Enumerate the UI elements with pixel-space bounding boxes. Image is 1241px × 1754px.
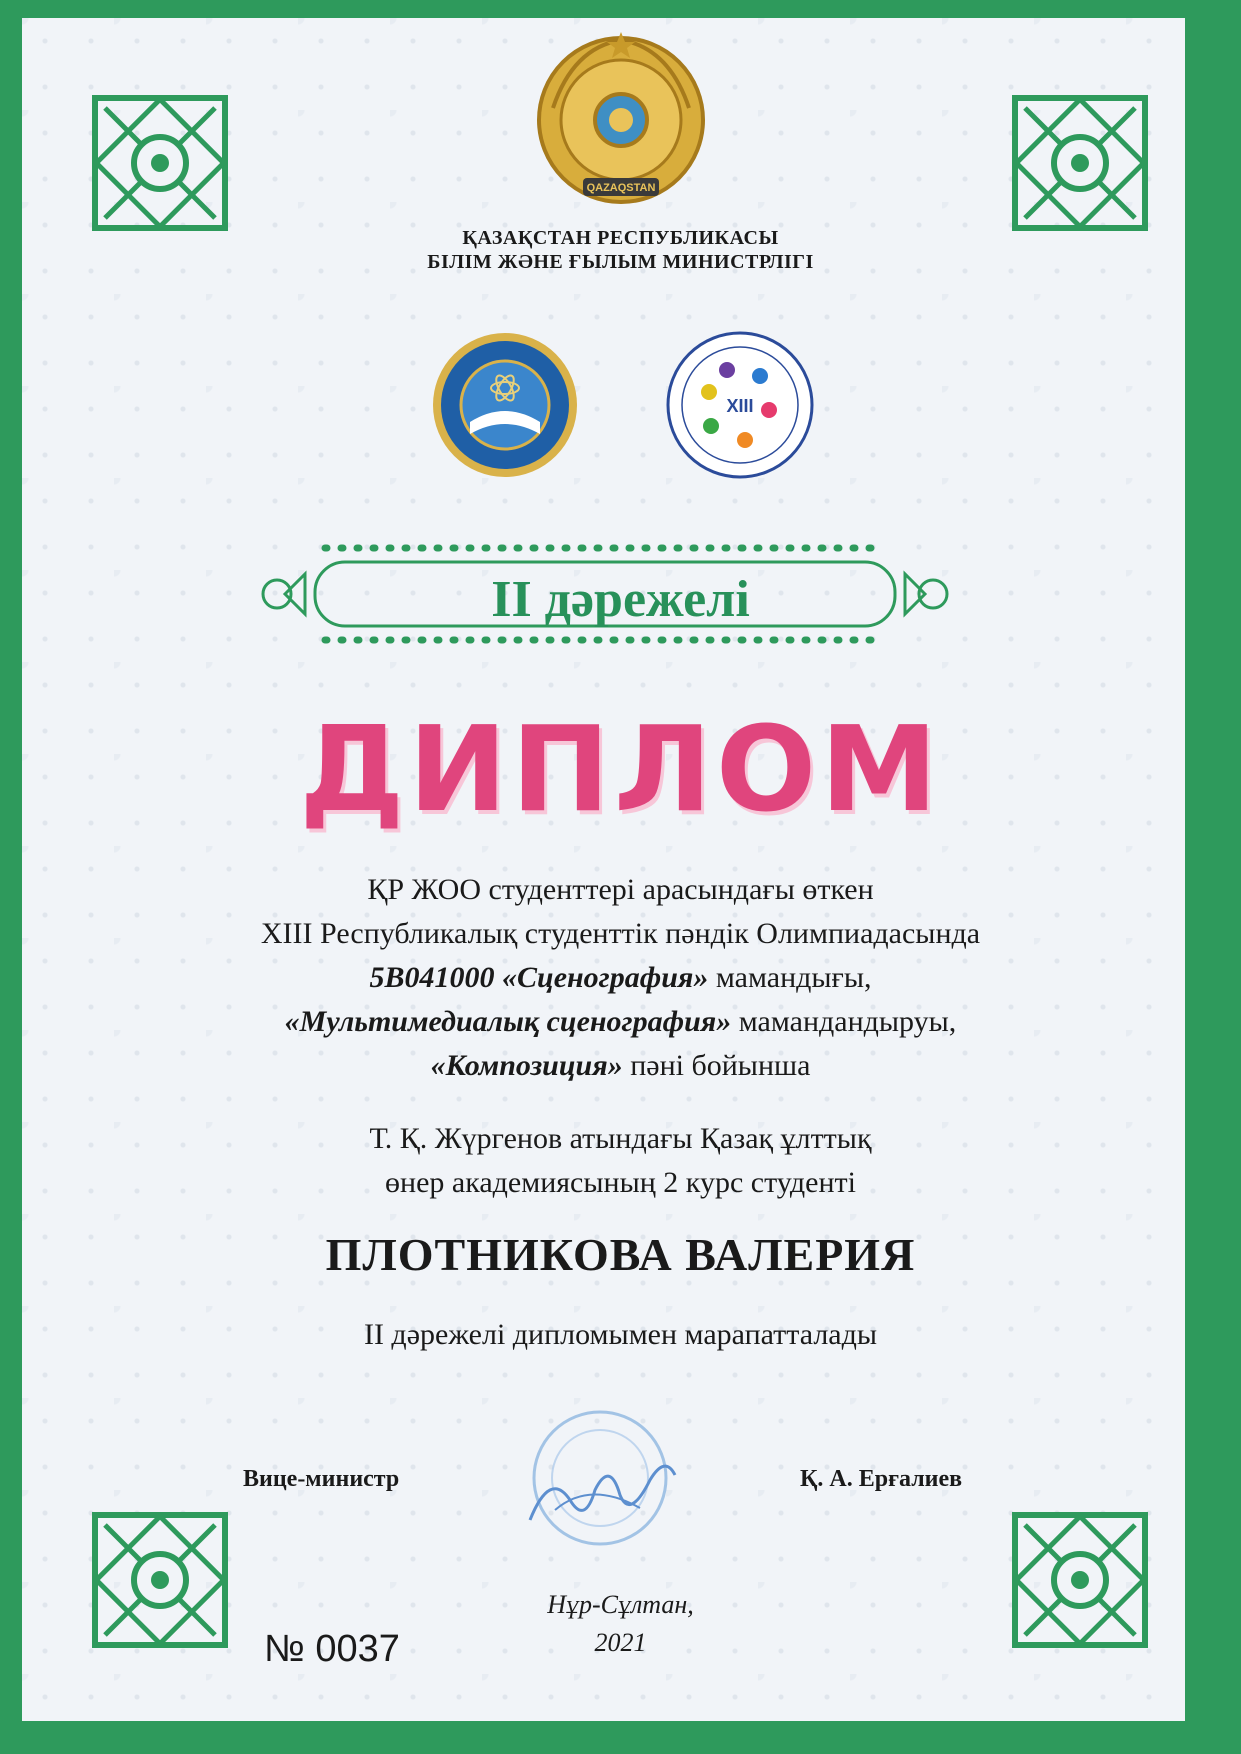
ministry-line-2: БІЛІМ ЖӘНЕ ҒЫЛЫМ МИНИСТРЛІГІ — [427, 251, 814, 273]
description-line-4 — [0, 1000, 1241, 1044]
award-text: II дәрежелі дипломымен марапатталады — [363, 1318, 878, 1351]
specialization-suffix: мамандандыруы, — [731, 1005, 957, 1038]
official-stamp-signature — [500, 1400, 700, 1570]
subject-suffix: пәні бойынша — [622, 1049, 811, 1082]
award-description — [0, 868, 1241, 1088]
diploma-title: ДИПЛОМ — [299, 700, 942, 838]
ministry-line-1: ҚАЗАҚСТАН РЕСПУБЛИКАСЫ — [462, 227, 779, 249]
ministry-heading — [0, 226, 1241, 274]
description-line-5 — [0, 1044, 1241, 1088]
specialty-name: 5В041000 «Сценография» — [369, 961, 709, 994]
specialization-name: «Мультимедиалық сценография» — [284, 1005, 732, 1038]
issue-year: 2021 — [594, 1628, 647, 1657]
corner-ornament-top-left — [85, 88, 235, 238]
study-line-2: өнер академиясының 2 курс студенті — [385, 1166, 856, 1199]
corner-ornament-top-right — [1005, 88, 1155, 238]
svg-text:QAZAQSTAN: QAZAQSTAN — [586, 182, 656, 194]
subject-name: «Композиция» — [430, 1049, 623, 1082]
study-line-1: Т. Қ. Жүргенов атындағы Қазақ ұлттық — [369, 1122, 872, 1155]
description-line-2: XIII Республикалық студенттік пәндік Олимпиадасында — [260, 917, 981, 950]
state-emblem-icon — [533, 28, 709, 216]
ministry-seal-icon — [430, 330, 580, 480]
specialty-suffix: мамандығы, — [708, 961, 872, 994]
olympiad-logo-icon — [665, 330, 815, 480]
description-line-3 — [0, 956, 1241, 1000]
recipient-name: ПЛОТНИКОВА ВАЛЕРИЯ — [325, 1229, 916, 1280]
svg-text:XIII: XIII — [726, 396, 754, 416]
degree-label: II дәрежелі — [491, 571, 750, 628]
study-info — [0, 1117, 1241, 1205]
signatory-title: Вице-министр — [243, 1466, 400, 1492]
description-line-1: ҚР ЖОО студенттері арасындағы өткен — [367, 873, 874, 906]
issue-city: Нұр-Сұлтан, — [547, 1590, 694, 1619]
issue-place-date — [0, 1586, 1241, 1662]
diploma-number: № 0037 — [264, 1628, 400, 1670]
signatory-name: Қ. А. Ерғалиев — [800, 1466, 963, 1492]
